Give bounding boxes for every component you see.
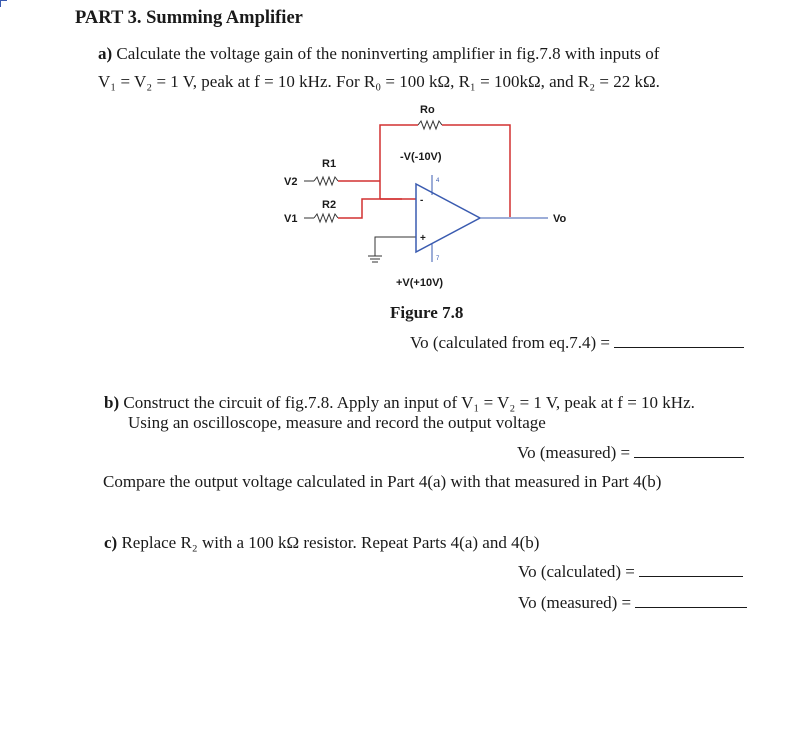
- question-b-label: b): [104, 393, 120, 412]
- c-vo-calculated-blank[interactable]: [639, 562, 743, 577]
- a-vo-calculated-row: [410, 333, 744, 353]
- r2-resistor: [314, 214, 338, 222]
- ground-wire: [375, 237, 416, 256]
- vneg-label: -V(-10V): [400, 151, 442, 163]
- c-vo-measured-blank[interactable]: [635, 593, 747, 608]
- b-vo-measured-blank[interactable]: [634, 443, 744, 458]
- r1-label: R1: [322, 158, 337, 170]
- question-a-text1: Calculate the voltage gain of the noninverting amplifier in fig.7.8 with inputs of: [116, 44, 660, 63]
- c-vo-calculated-row: [518, 562, 743, 582]
- op-amp-minus: -: [420, 195, 424, 206]
- question-a-line2: V₁ = V₂ = 1 V, peak at f = 10 kHz. For R₀ = 100 kΩ, R₁ = 100kΩ, and R₂ = 22 kΩ.: [98, 72, 660, 91]
- question-c-label: c): [104, 533, 118, 552]
- v2-label: V2: [284, 176, 298, 188]
- vpos-label: +V(+10V): [396, 277, 444, 289]
- c-vo-calculated-label: Vo (calculated) =: [518, 562, 635, 581]
- question-a-label: a): [98, 44, 113, 63]
- pin4-label: 4: [436, 178, 440, 184]
- figure-caption: Figure 7.8: [390, 303, 464, 322]
- r2-label: R2: [322, 199, 337, 211]
- op-amp-plus: +: [420, 233, 426, 244]
- question-c-line1: [104, 533, 539, 553]
- circuit-diagram: [0, 0, 812, 330]
- question-c-text1: Replace R₂ with a 100 kΩ resistor. Repeat Parts 4(a) and 4(b): [121, 533, 540, 552]
- a-vo-calculated-label: Vo (calculated from eq.7.4) =: [410, 333, 610, 352]
- pin7-label: 7: [436, 256, 440, 262]
- question-b-line1: [104, 393, 695, 413]
- a-vo-calculated-blank[interactable]: [614, 333, 744, 348]
- ro-label: Ro: [420, 104, 435, 116]
- v1-label: V1: [284, 213, 298, 225]
- b-vo-measured-label: Vo (measured) =: [517, 443, 631, 462]
- question-b-text1: Construct the circuit of fig.7.8. Apply an input of V₁ = V₂ = 1 V, peak at f = 10 kHz.: [123, 393, 695, 412]
- c-vo-measured-row: [518, 593, 747, 613]
- ro-resistor: [418, 121, 442, 129]
- part-title: PART 3. Summing Amplifier: [75, 8, 303, 28]
- r1-resistor: [314, 177, 338, 185]
- question-b-line2: Using an oscilloscope, measure and record the output voltage: [128, 413, 546, 432]
- vo-label: Vo: [553, 213, 567, 225]
- compare-text: Compare the output voltage calculated in Part 4(a) with that measured in Part 4(b): [103, 472, 662, 491]
- r2-wire: [338, 199, 402, 218]
- b-vo-measured-row: [517, 443, 744, 463]
- c-vo-measured-label: Vo (measured) =: [518, 593, 632, 612]
